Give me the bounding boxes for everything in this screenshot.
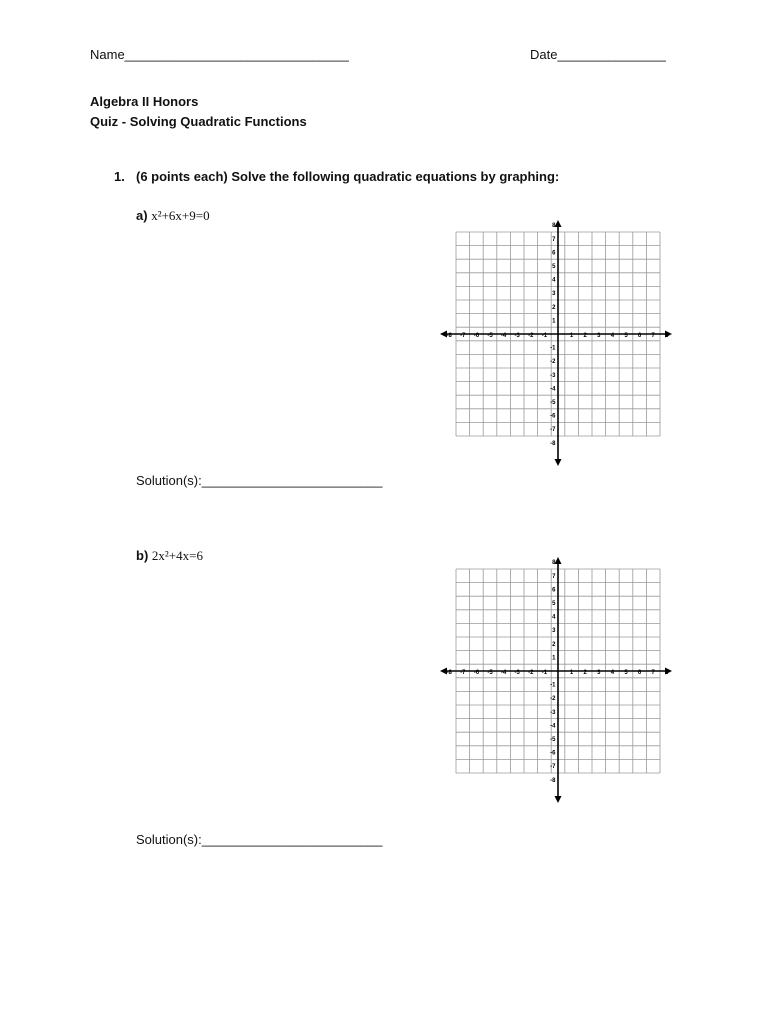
x-tick-label: 8 (665, 670, 669, 676)
y-tick-label: 8 (552, 223, 556, 230)
question-number: 1. (114, 169, 125, 184)
x-tick-label: -1 (541, 670, 548, 676)
x-tick-label: -1 (541, 333, 548, 339)
y-tick-label: 1 (552, 655, 556, 662)
x-tick-label: 3 (597, 333, 601, 339)
y-tick-label: -6 (550, 750, 556, 757)
quiz-title: Quiz - Solving Quadratic Functions (90, 114, 307, 129)
y-tick-label: -4 (550, 723, 556, 730)
y-tick-label: -7 (550, 427, 556, 434)
x-tick-label: 6 (637, 670, 642, 676)
y-tick-label: -8 (550, 777, 556, 784)
x-tick-label: 7 (651, 670, 655, 676)
y-tick-label: 7 (552, 236, 556, 243)
solution-b-field[interactable]: Solution(s):_________________________ (136, 832, 383, 847)
x-tick-label: 5 (624, 333, 628, 339)
y-tick-label: -5 (550, 737, 556, 743)
x-tick-label: 2 (583, 670, 587, 676)
x-tick-label: -4 (500, 670, 507, 676)
y-axis-up-arrow-icon (555, 557, 562, 564)
y-tick-label: -5 (550, 400, 556, 406)
x-tick-label: -6 (473, 333, 480, 339)
part-b-equation: 2x²+4x=6 (151, 548, 203, 563)
x-tick-label: 3 (597, 670, 601, 676)
x-tick-label: -2 (528, 670, 534, 676)
part-a-label: a) (136, 208, 148, 223)
date-field[interactable]: Date_______________ (530, 47, 666, 62)
y-tick-label: -7 (550, 764, 556, 771)
x-tick-label: 1 (569, 670, 574, 676)
coordinate-grid-a[interactable] (440, 220, 672, 466)
y-tick-label: 3 (552, 628, 556, 635)
x-tick-label: 6 (637, 333, 642, 339)
x-tick-label: -5 (487, 333, 493, 339)
x-tick-label: -7 (460, 670, 466, 676)
y-tick-label: 5 (552, 601, 556, 607)
name-field[interactable]: Name_______________________________ (90, 47, 349, 62)
y-tick-label: 5 (552, 264, 556, 270)
x-tick-label: -7 (460, 333, 466, 339)
part-b (136, 548, 203, 564)
x-tick-label: -8 (446, 333, 452, 339)
y-tick-label: 6 (552, 250, 556, 257)
x-tick-label: -2 (528, 333, 534, 339)
question-prompt: (6 points each) Solve the following quadratic equations by graphing: (136, 169, 560, 184)
x-tick-label: -3 (514, 670, 520, 676)
x-tick-label: 4 (610, 333, 615, 339)
x-tick-label: -4 (500, 333, 507, 339)
part-b-label: b) (136, 548, 149, 563)
x-tick-label: -6 (473, 670, 480, 676)
x-tick-label: 4 (610, 670, 615, 676)
y-tick-label: 2 (552, 304, 556, 311)
y-tick-label: 4 (552, 614, 556, 621)
y-tick-label: -2 (550, 696, 556, 703)
x-tick-label: 1 (569, 333, 574, 339)
y-tick-label: -6 (550, 413, 556, 420)
y-tick-label: 3 (552, 291, 556, 298)
coordinate-grid-b[interactable] (440, 557, 672, 803)
y-tick-label: 2 (552, 641, 556, 648)
part-a (136, 208, 210, 224)
x-tick-label: -5 (487, 670, 493, 676)
y-tick-label: -3 (550, 709, 556, 716)
y-axis-down-arrow-icon (555, 796, 562, 803)
x-tick-label: 7 (651, 333, 655, 339)
y-tick-label: -4 (550, 386, 556, 393)
x-tick-label: -3 (514, 333, 520, 339)
y-tick-label: -1 (550, 682, 556, 689)
x-tick-label: 8 (665, 333, 669, 339)
y-tick-label: 7 (552, 573, 556, 580)
y-tick-label: -1 (550, 345, 556, 352)
y-axis-down-arrow-icon (555, 459, 562, 466)
y-tick-label: -8 (550, 440, 556, 447)
y-tick-label: -3 (550, 372, 556, 379)
part-a-equation: x²+6x+9=0 (151, 208, 210, 223)
course-title: Algebra II Honors (90, 94, 199, 109)
solution-a-field[interactable]: Solution(s):_________________________ (136, 473, 383, 488)
y-tick-label: 8 (552, 560, 556, 567)
y-tick-label: -2 (550, 359, 556, 366)
x-tick-label: 5 (624, 670, 628, 676)
x-tick-label: 2 (583, 333, 587, 339)
y-tick-label: 6 (552, 587, 556, 594)
x-tick-label: -8 (446, 670, 452, 676)
y-tick-label: 4 (552, 277, 556, 284)
y-tick-label: 1 (552, 318, 556, 325)
y-axis-up-arrow-icon (555, 220, 562, 227)
